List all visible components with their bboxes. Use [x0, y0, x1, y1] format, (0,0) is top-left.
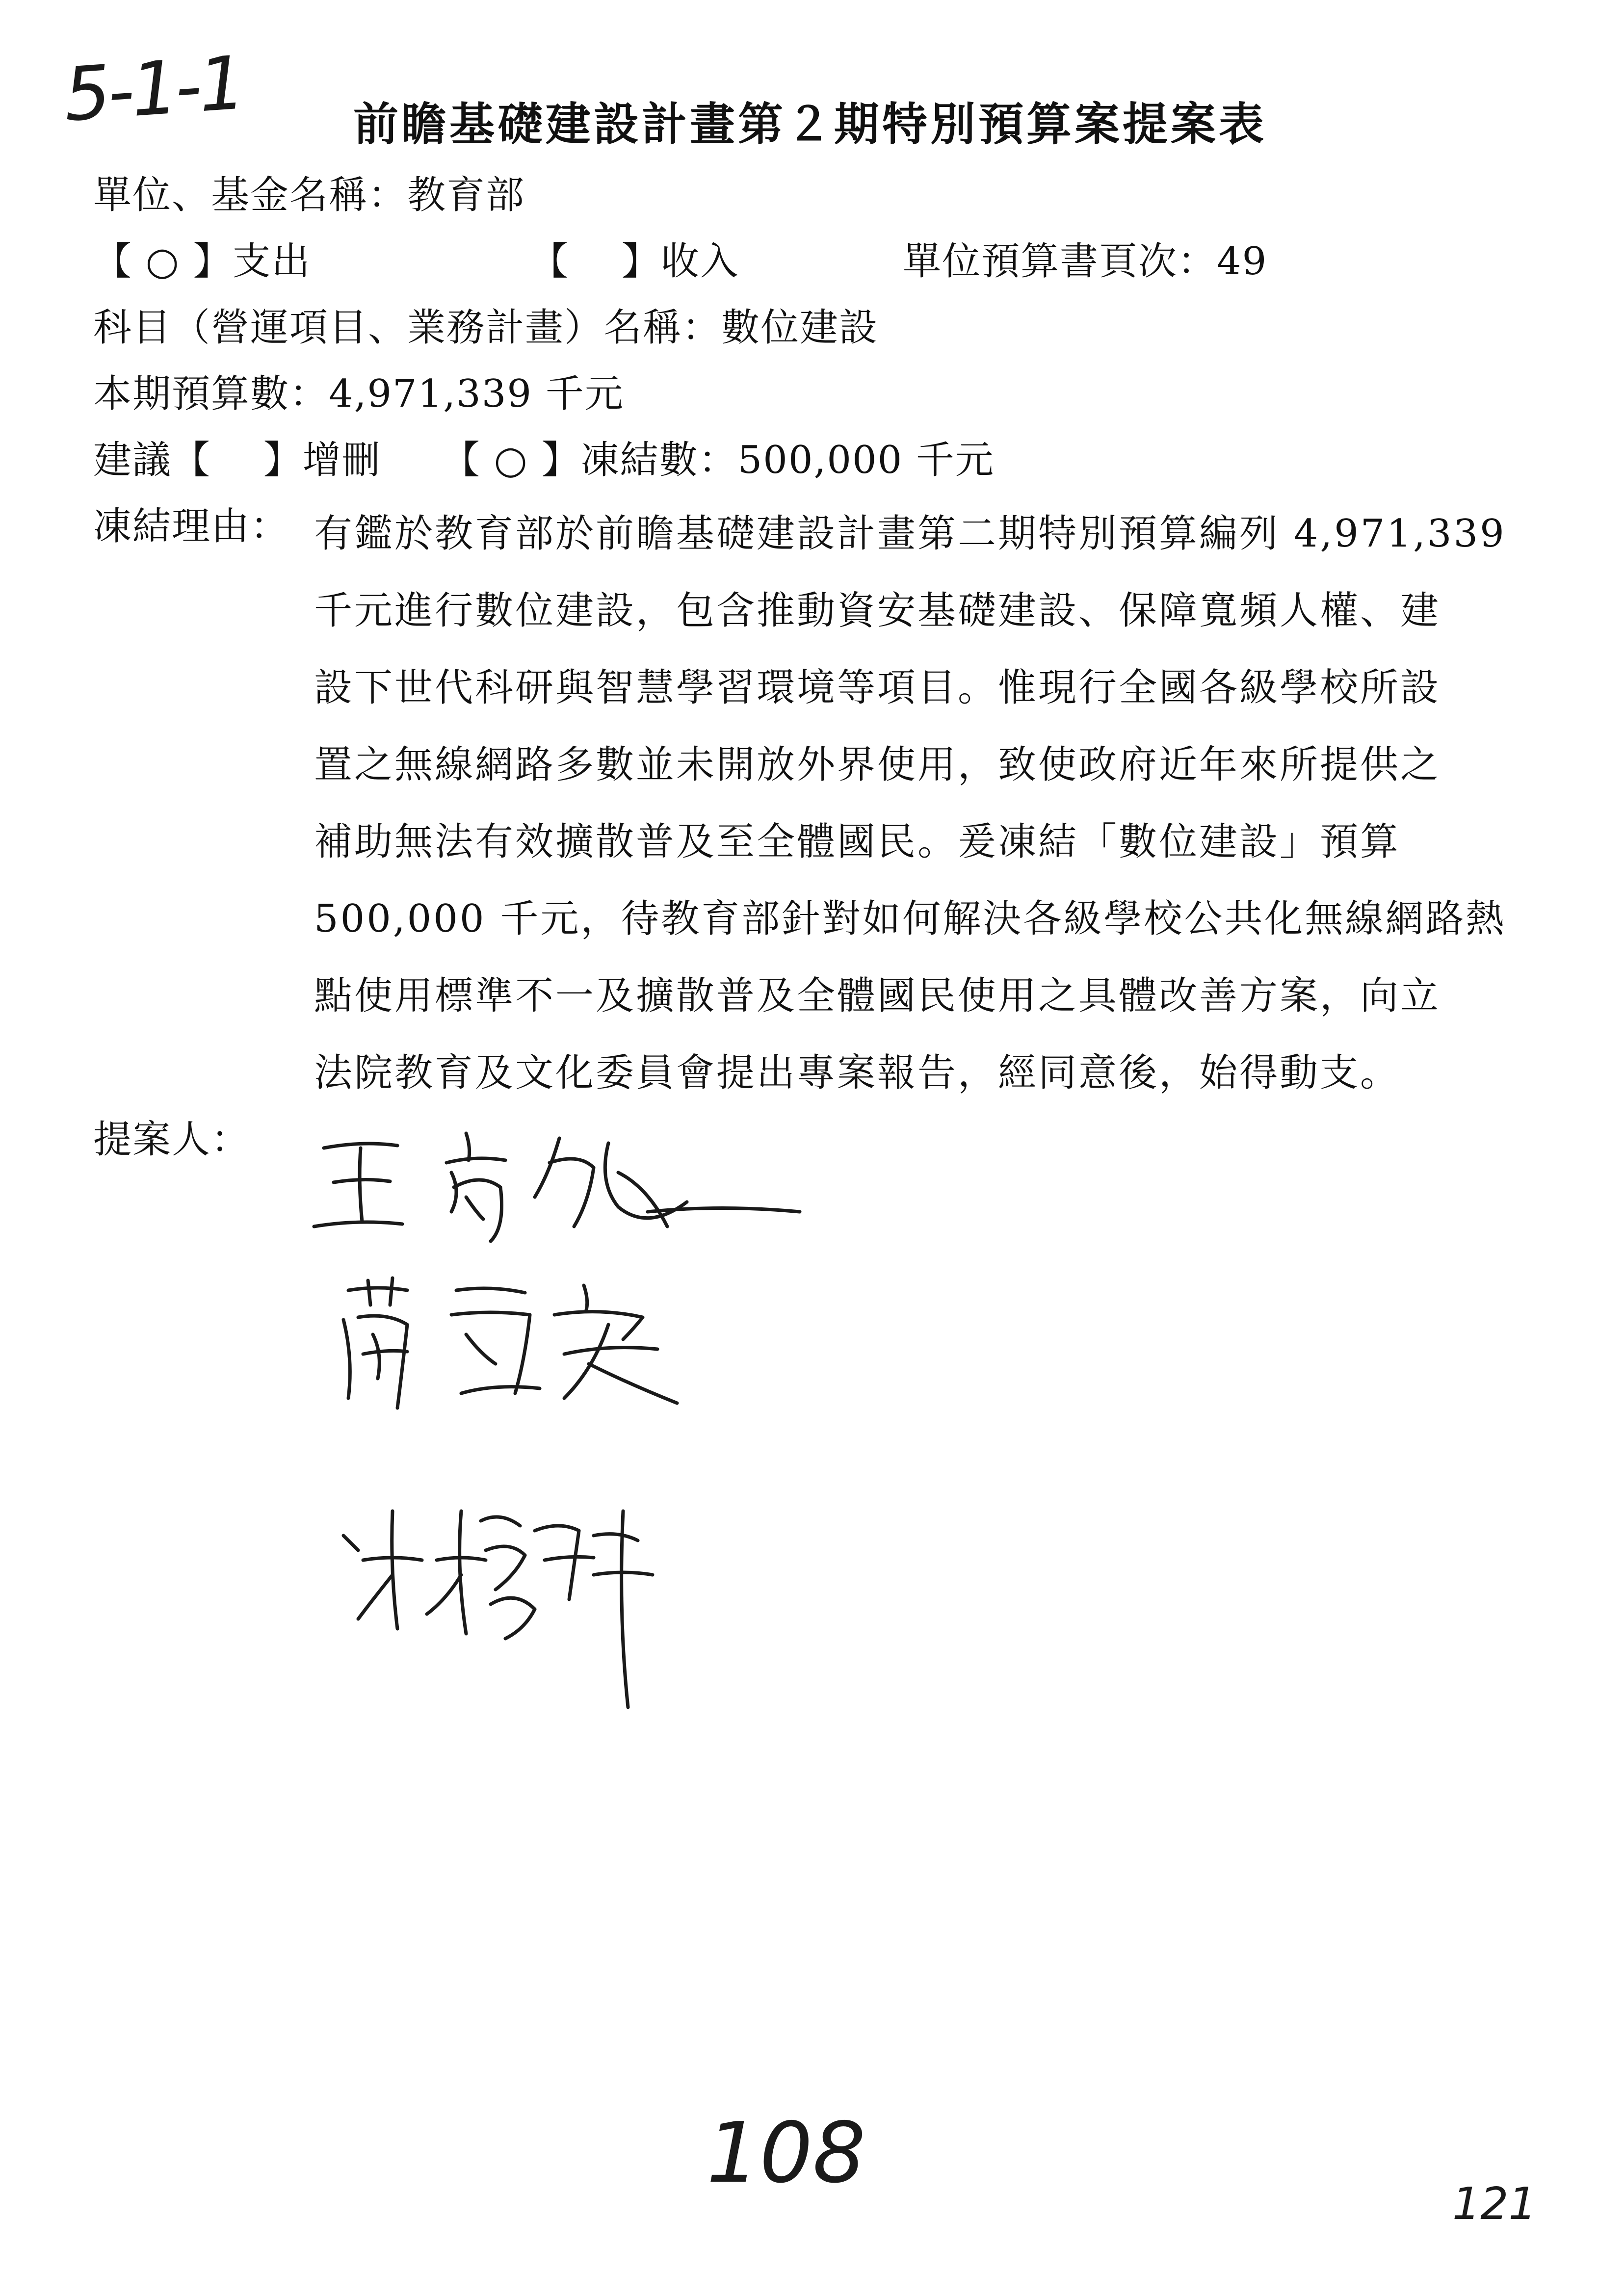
subject-line: 科目（營運項目、業務計畫）名稱：數位建設: [93, 306, 879, 350]
reason-line: 法院教育及文化委員會提出專案報告，經同意後，始得動支。: [314, 1051, 1401, 1095]
unit-line: 單位、基金名稱：教育部: [93, 173, 525, 217]
signature-2: [334, 1271, 726, 1418]
freeze-amount-label: 【 ○ 】凍結數：500,000 千元: [442, 438, 995, 482]
reason-line: 500,000 千元，待教育部針對如何解決各級學校公共化無線網路熱: [314, 897, 1506, 941]
reason-line: 有鑑於教育部於前瞻基礎建設計畫第二期特別預算編列 4,971,339: [314, 512, 1506, 556]
reason-line: 置之無線網路多數並未開放外界使用，致使政府近年來所提供之: [314, 743, 1441, 787]
proposer-label: 提案人：: [93, 1118, 251, 1162]
reason-line: 設下世代科研與智慧學習環境等項目。惟現行全國各級學校所設: [314, 666, 1441, 710]
reason-line: 千元進行數位建設，包含推動資安基礎建設、保障寬頻人權、建: [314, 589, 1441, 633]
expenditure-checkbox-label: 【 ○ 】支出: [93, 239, 311, 284]
reason-line: 補助無法有效擴散普及至全體國民。爰凍結「數位建設」預算: [314, 820, 1401, 864]
handwritten-page-number: 108: [707, 2105, 866, 2202]
budget-page-ref: 單位預算書頁次：49: [903, 239, 1268, 284]
handwritten-doc-code: 5-1-1: [61, 40, 246, 138]
small-page-number: 121: [1452, 2178, 1537, 2230]
page-title: 前瞻基礎建設計畫第２期特別預算案提案表: [353, 98, 1267, 151]
signature-3: [339, 1491, 672, 1727]
signature-1: [304, 1114, 824, 1261]
adjust-checkbox-label: 建議【 】增刪: [93, 438, 381, 482]
budget-amount-line: 本期預算數：4,971,339 千元: [93, 372, 624, 416]
income-checkbox-label: 【 】收入: [530, 239, 739, 284]
freeze-reason-text: [314, 496, 1560, 1112]
freeze-reason-label: 凍結理由：: [93, 504, 290, 548]
reason-line: 點使用標準不一及擴散普及全體國民使用之具體改善方案，向立: [314, 974, 1441, 1018]
